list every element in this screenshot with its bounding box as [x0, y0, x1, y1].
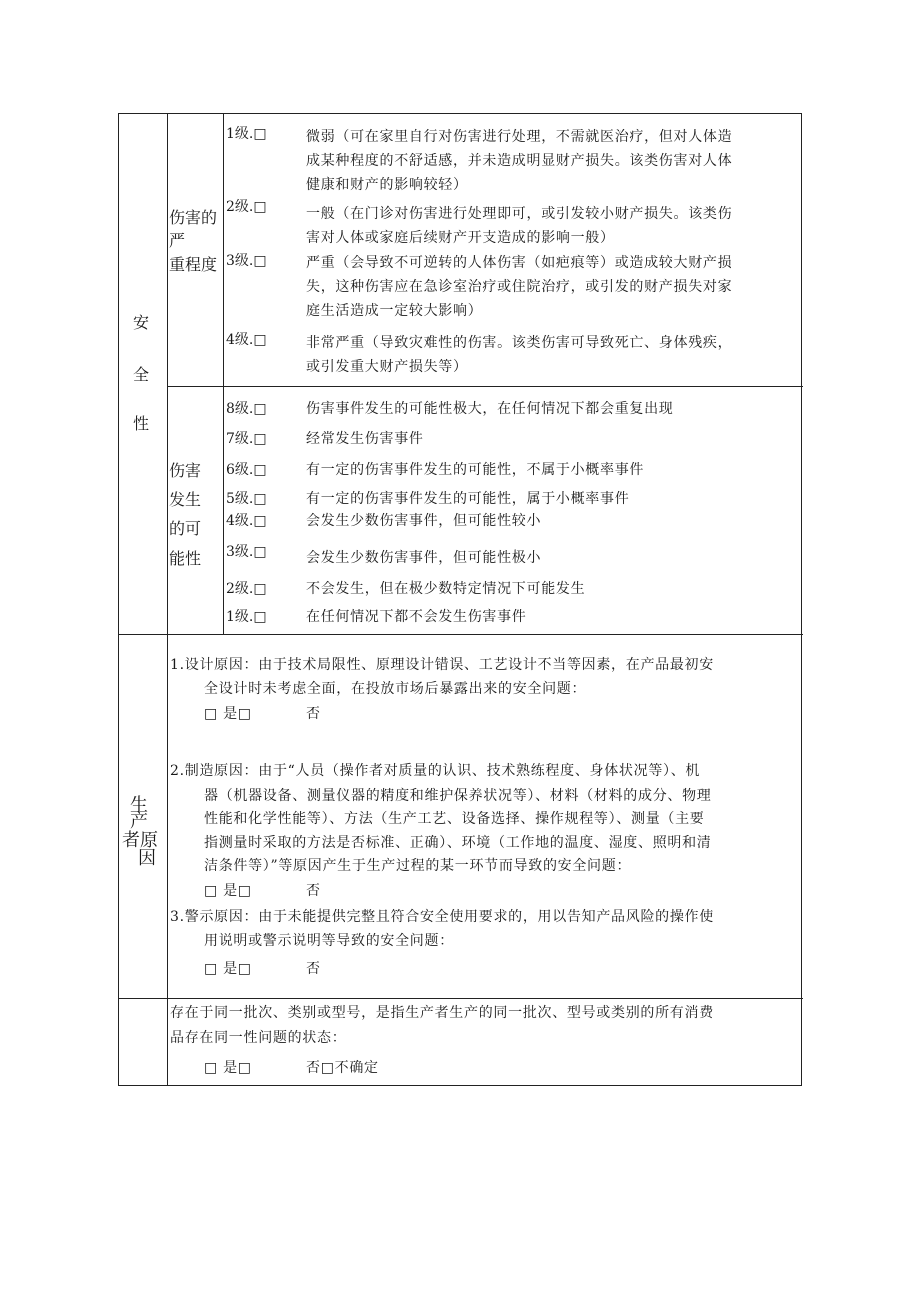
producer-item-3-yes[interactable]: □ 是□: [204, 961, 252, 977]
producer-label-2: 产: [130, 811, 148, 832]
producer-item-1-no[interactable]: 否: [306, 706, 321, 722]
possibility-level-6[interactable]: 6级.□: [226, 462, 267, 478]
batch-no-unsure[interactable]: 否□不确定: [306, 1060, 379, 1076]
possibility-level-1[interactable]: 1级.□: [226, 609, 267, 625]
possibility-level-7[interactable]: 7级.□: [226, 431, 267, 447]
possibility-desc-8: 伤害事件发生的可能性极大，在任何情况下都会重复出现: [306, 401, 674, 417]
severity-label-3: 重程度: [169, 255, 218, 274]
producer-item-3-line-2: 用说明或警示说明等导致的安全问题：: [204, 933, 454, 949]
possibility-desc-3: 会发生少数伤害事件，但可能性极小: [306, 550, 542, 566]
row-divider-producer: [119, 998, 803, 999]
producer-label-5: 因: [138, 848, 156, 869]
severity-desc-3c: 庭生活造成一定较大影响）: [306, 303, 483, 319]
producer-label-4: 原: [140, 830, 158, 851]
safety-label-3: 性: [133, 414, 150, 433]
severity-level-3[interactable]: 3级.□: [226, 253, 267, 269]
possibility-desc-6: 有一定的伤害事件发生的可能性，不属于小概率事件: [306, 462, 645, 478]
possibility-label-3: 的可: [169, 519, 202, 538]
severity-desc-4b: 或引发重大财产损失等）: [306, 359, 468, 375]
producer-label-1: 生: [130, 795, 148, 816]
producer-item-2-line-4: 指测量时采取的方法是否标准、正确）、环境（工作地的温度、湿度、照明和清: [204, 835, 712, 851]
severity-level-1[interactable]: 1级.□: [226, 126, 267, 142]
producer-item-2-line-5: 洁条件等）”等原因产生于生产过程的某一环节而导致的安全问题：: [204, 858, 632, 874]
row-divider-severity: [167, 386, 803, 387]
col-divider-main: [167, 114, 168, 1086]
batch-line-2: 品存在同一性问题的状态：: [170, 1030, 347, 1046]
producer-item-3-line-1: 3.警示原因：由于未能提供完整且符合安全使用要求的，用以告知产品风险的操作使: [170, 909, 714, 925]
severity-desc-1b: 成某种程度的不舒适感，并未造成明显财产损失。该类伤害对人体: [306, 153, 733, 169]
severity-desc-2a: 一般（在门诊对伤害进行处理即可，或引发较小财产损失。该类伤: [306, 206, 733, 222]
severity-level-2[interactable]: 2级.□: [226, 199, 267, 215]
safety-label-2: 全: [133, 365, 150, 384]
producer-label-clip: [122, 848, 168, 869]
severity-label-2: 严: [169, 231, 186, 250]
severity-desc-3a: 严重（会导致不可逆转的人体伤害（如疤痕等）或造成较大财产损: [306, 255, 733, 271]
severity-desc-4a: 非常严重（导致灾难性的伤害。该类伤害可导致死亡、身体残疾，: [306, 335, 733, 351]
possibility-desc-4: 会发生少数伤害事件，但可能性较小: [306, 513, 542, 529]
col-divider-sub: [223, 114, 224, 634]
severity-desc-3b: 失，这种伤害应在急诊室治疗或住院治疗，或引发的财产损失对家: [306, 279, 733, 295]
possibility-level-5[interactable]: 5级.□: [226, 491, 267, 507]
possibility-label-2: 发生: [169, 490, 202, 509]
possibility-desc-1: 在任何情况下都不会发生伤害事件: [306, 609, 527, 625]
batch-yes[interactable]: □ 是□: [204, 1060, 252, 1076]
possibility-desc-7: 经常发生伤害事件: [306, 431, 424, 447]
producer-item-3-no[interactable]: 否: [306, 961, 321, 977]
possibility-desc-5: 有一定的伤害事件发生的可能性，属于小概率事件: [306, 491, 630, 507]
severity-desc-1a: 微弱（可在家里自行对伤害进行处理，不需就医治疗，但对人体造: [306, 129, 733, 145]
possibility-level-8[interactable]: 8级.□: [226, 401, 267, 417]
producer-label-3: 者: [122, 830, 140, 851]
row-divider-safety: [119, 634, 803, 635]
severity-desc-2b: 害对人体或家庭后续财产开支造成的影响一般）: [306, 230, 615, 246]
severity-label-1: 伤害的: [169, 208, 218, 227]
producer-item-1-line-2: 全设计时未考虑全面，在投放市场后暴露出来的安全问题：: [204, 681, 587, 697]
producer-item-2-line-2: 器（机器设备、测量仪器的精度和维护保养状况等）、材料（材料的成分、物理: [204, 788, 712, 804]
producer-item-2-line-3: 性能和化学性能等）、方法（生产工艺、设备选择、操作规程等）、测量（主要: [204, 811, 705, 827]
safety-label-1: 安: [133, 313, 150, 332]
possibility-level-3[interactable]: 3级.□: [226, 544, 267, 560]
producer-item-1-line-1: 1.设计原因：由于技术局限性、原理设计错误、工艺设计不当等因素，在产品最初安: [170, 657, 714, 673]
producer-item-2-line-1: 2.制造原因：由于“人员（操作者对质量的认识、技术熟练程度、身体状况等）、机: [170, 763, 701, 779]
severity-desc-1c: 健康和财产的影响较轻）: [306, 177, 468, 193]
possibility-level-2[interactable]: 2级.□: [226, 581, 267, 597]
severity-level-4[interactable]: 4级.□: [226, 332, 267, 348]
producer-item-2-yes[interactable]: □ 是□: [204, 883, 252, 899]
possibility-label-4: 能性: [169, 549, 202, 568]
possibility-desc-2: 不会发生，但在极少数特定情况下可能发生: [306, 581, 586, 597]
batch-line-1: 存在于同一批次、类别或型号，是指生产者生产的同一批次、型号或类别的所有消费: [170, 1005, 714, 1021]
possibility-label-1: 伤害: [169, 461, 202, 480]
producer-item-1-yes[interactable]: □ 是□: [204, 706, 252, 722]
possibility-level-4[interactable]: 4级.□: [226, 513, 267, 529]
producer-item-2-no[interactable]: 否: [306, 883, 321, 899]
